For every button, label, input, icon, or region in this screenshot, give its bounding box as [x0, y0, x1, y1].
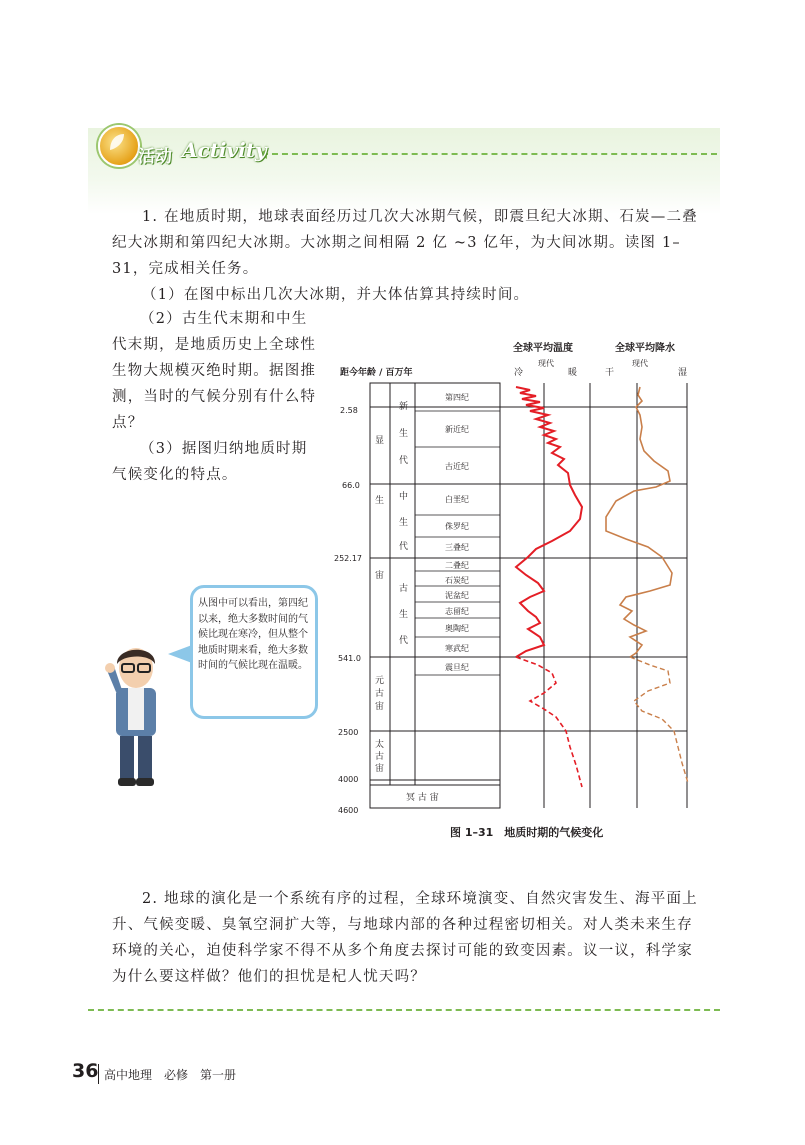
age-label: 2500: [338, 728, 359, 737]
age-label: 541.0: [338, 654, 361, 663]
era-cenozoic-char: 生: [399, 429, 409, 439]
precip-header: 全球平均降水: [615, 343, 675, 354]
precipitation-curve: [606, 387, 672, 657]
period-label: 泥盆纪: [445, 591, 469, 600]
era-paleozoic-char: 代: [399, 636, 409, 646]
age-label: 4600: [338, 806, 359, 815]
age-axis-label: 距今年龄 / 百万年: [340, 368, 413, 378]
temp-cold-label: 冷: [514, 368, 524, 378]
figure-caption: 图 1–31 地质时期的气候变化: [450, 826, 604, 839]
task1-question-3: （3）据图归纳地质时期气候变化的特点。: [112, 441, 308, 483]
era-mesozoic-char: 代: [399, 542, 409, 552]
temp-warm-label: 暖: [568, 368, 578, 378]
era-mesozoic-char: 中: [399, 492, 409, 502]
period-label: 寒武纪: [445, 644, 469, 653]
age-label: 2.58: [340, 406, 358, 415]
age-label: 66.0: [342, 481, 360, 490]
task1-question-group: [112, 306, 318, 488]
temp-header: 全球平均温度: [513, 343, 573, 354]
page-number: 36: [72, 1060, 99, 1082]
task1-question-2: （2）古生代末期和中生代末期，是地质历史上全球性生物大规模灭绝时期。据图推测，当时的气候分别有什么特点？: [112, 311, 317, 431]
bottom-divider: [88, 1009, 720, 1011]
precipitation-curve-dashed: [630, 657, 688, 783]
speech-bubble-text: 从图中可以看出，第四纪以来，绝大多数时间的气候比现在寒冷，但从整个地质时期来看，绝大多数时间的气候比现在温暖。: [198, 598, 308, 671]
period-label: 石炭纪: [445, 576, 469, 585]
book-title: 高中地理 必修 第一册: [104, 1068, 237, 1082]
temp-modern-label: 现代: [538, 359, 554, 368]
task1-intro: 1. 在地质时期，地球表面经历过几次大冰期气候，即震旦纪大冰期、石炭—二叠纪大冰期和第四纪大冰期。大冰期之间相隔 2 亿 ~3 亿年，为大间冰期。读图 1–31，完成相关任务。: [112, 209, 698, 277]
task2-text: 2. 地球的演化是一个系统有序的过程，全球环境演变、自然灾害发生、海平面上升、气候变暖、臭氧空洞扩大等，与地球内部的各种过程密切相关。对人类未来生存环境的关心，迫使科学家不得不从多个角度去探讨可能的致变因素。议一议，科学家为什么要这样做？他们的担忧是杞人忧天吗？: [112, 891, 698, 985]
precip-wet-label: 湿: [678, 368, 688, 378]
period-label: 震旦纪: [445, 663, 469, 672]
eon-proterozoic-char: 宙: [375, 702, 385, 712]
student-illustration: [100, 640, 172, 790]
eon-proterozoic-char: 古: [375, 689, 385, 699]
period-label: 二叠纪: [445, 561, 469, 570]
period-label: 三叠纪: [445, 543, 469, 552]
temperature-curve-dashed: [516, 657, 582, 787]
period-label: 第四纪: [445, 393, 469, 402]
era-paleozoic-char: 古: [399, 584, 409, 594]
period-label: 侏罗纪: [445, 522, 469, 531]
period-label: 新近纪: [445, 425, 469, 434]
precip-modern-label: 现代: [632, 359, 648, 368]
task1-question-1: （1）在图中标出几次大冰期，并大体估算其持续时间。: [142, 287, 530, 303]
eon-hadean: 冥 古 宙: [406, 793, 439, 803]
age-label: 4000: [338, 775, 359, 784]
era-mesozoic-char: 生: [399, 518, 409, 528]
precip-dry-label: 干: [605, 368, 615, 378]
eon-phanerozoic-char: 生: [375, 496, 385, 506]
era-paleozoic-char: 生: [399, 610, 409, 620]
eon-phanerozoic-char: 宙: [375, 571, 385, 581]
period-label: 白垩纪: [445, 495, 469, 504]
eon-archean-char: 古: [375, 752, 385, 762]
leaf-icon: [108, 132, 126, 152]
footer-separator: [98, 1064, 99, 1084]
temperature-curve: [516, 387, 582, 657]
activity-title-en: Activity: [182, 138, 267, 162]
era-cenozoic-char: 新: [399, 402, 409, 412]
period-label: 奥陶纪: [445, 624, 469, 633]
speech-bubble-tail: [168, 645, 192, 663]
activity-title-cn: 活动: [138, 147, 172, 167]
period-label: 志留纪: [445, 607, 469, 616]
eon-archean-char: 宙: [375, 764, 385, 774]
eon-phanerozoic-char: 显: [375, 436, 385, 446]
geologic-climate-figure: [330, 335, 700, 820]
banner-divider: [262, 153, 717, 155]
eon-archean-char: 太: [375, 740, 385, 750]
era-cenozoic-char: 代: [399, 456, 409, 466]
period-label: 古近纪: [445, 462, 469, 471]
age-label: 252.17: [334, 554, 362, 563]
eon-proterozoic-char: 元: [375, 676, 385, 686]
